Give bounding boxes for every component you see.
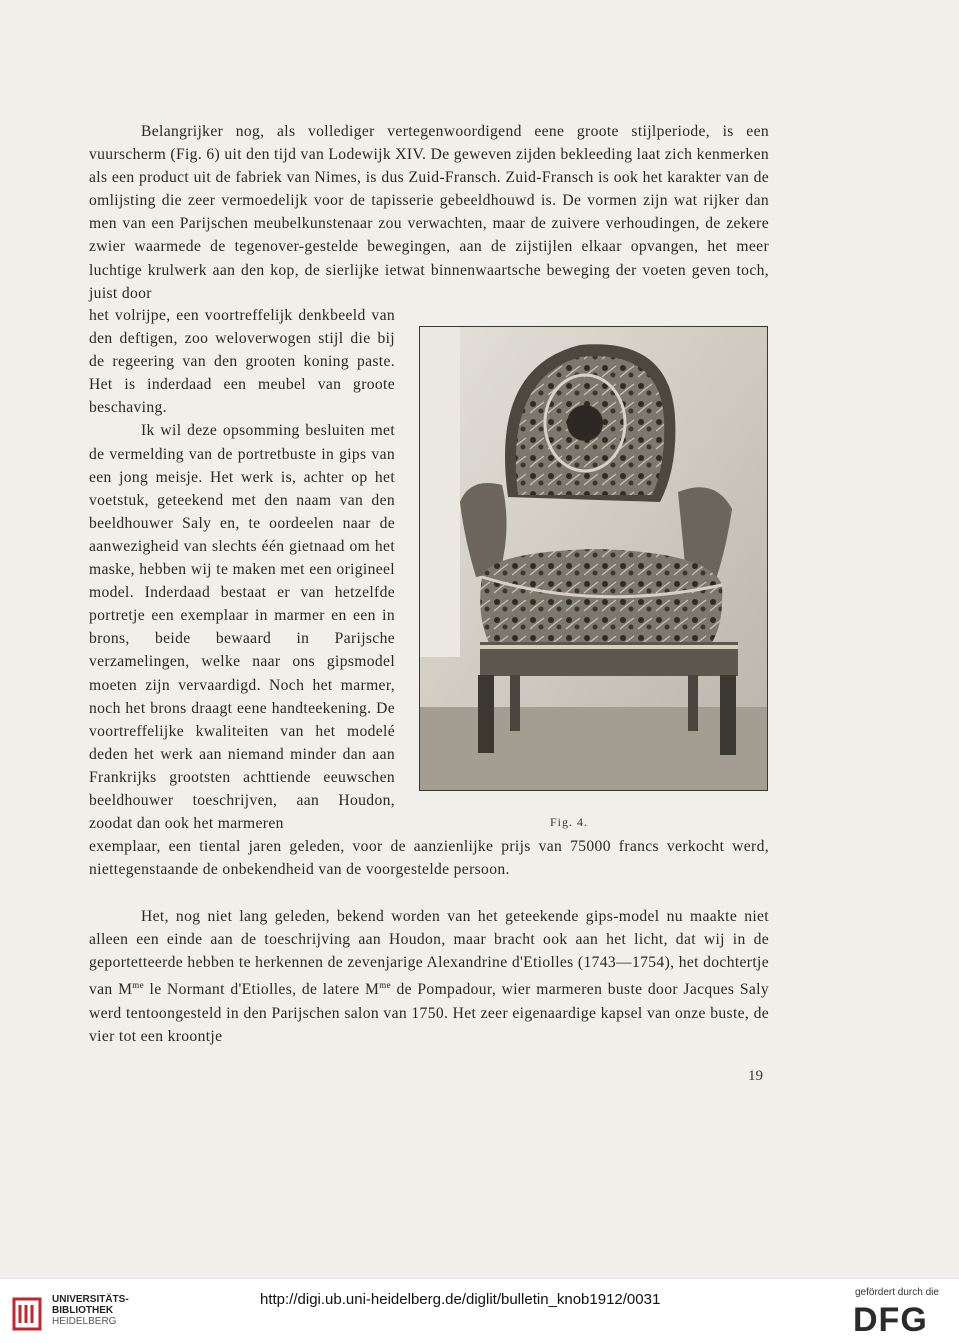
page-number: 19 — [748, 1068, 763, 1084]
figure-caption: Fig. 4. — [550, 815, 589, 829]
paragraph-text-narrow-b: Ik wil deze opsomming besluiten met de vermelding van de portretbuste in gips van een jong meisje. Het werk is, achter op het voetstuk, geteekend met den naam van den beeldhouwer Saly en, te oordeelen naar de aanwezigheid van slechts één gietnaad om het maske, hebben wij te maken met een origineel model. Inderdaad bestaat er van hetzelfde portretje een exemplaar in marmer en een in brons, beide bewaard in Parijsche verzamelingen, welke naar ons gipsmodel moeten zijn vervaardigd. Noch het marmer, noch het brons draagt eene handteekening. De voortreffelijke kwaliteiten van het modelé deden het werk aan niemand minder dan aan Frankrijks grootsten achttiende eeuwschen beeldhouwer toeschrijven, aan Houdon, zoodat dan ook het marmeren — [89, 422, 395, 833]
library-name-line: HEIDELBERG — [52, 1316, 117, 1327]
paragraph-text-wide: exemplaar, een tiental jaren geleden, voor de aanzienlijke prijs van 75000 francs verkocht werd, niettegenstaande de onbekendheid van de voorgestelde persoon. — [89, 838, 769, 879]
paragraph-text — [89, 905, 769, 1048]
armchair-illustration — [420, 327, 767, 790]
paragraph-text: Belangrijker nog, als vollediger vertegenwoordigend eene groote stijlperiode, is een vuurscherm (Fig. 6) uit den tijd van Lodewijk XIV. De geweven zijden bekleeding laat zich kenmerken als een product uit de fabriek van Nimes, is dus Zuid-Fransch. Zuid-Fransch is ook het karakter van de omlijsting die zeer vermoedelijk voor de tapisserie gebeeldhouwd is. De vormen zijn wat rijker dan men van een Parijschen meubelkunstenaar zou verwachten, maar de zuivere verhoudingen, de zekere zwier waarmede de tegenover-gestelde bewegingen, aan de zijstijlen elkaar opvangen, het meer luchtige krulwerk aan den kop, de sierlijke ietwat binnenwaartsche beweging der voeten geven toch, juist door — [89, 123, 769, 302]
paragraph-top — [89, 120, 769, 305]
paragraph-text-narrow-a: het volrijpe, een voortreffelijk denkbeeld van den deftigen, zoo weloverwogen stijl die bij de regeering van den grooten koning paste. Het is inderdaad een meubel van groote beschaving. — [89, 307, 395, 417]
library-name-line: BIBLIOTHEK — [52, 1305, 114, 1316]
superscript: me — [379, 980, 391, 991]
text-run: le Normant d'Etiolles, de latere M — [144, 981, 380, 999]
figure-photo-armchair — [419, 326, 768, 791]
viewer-footer — [0, 1278, 959, 1343]
superscript: me — [132, 980, 144, 991]
paragraph-bottom — [89, 905, 769, 1048]
text-run: Het, nog niet lang geleden, bekend worden van het geteekende gips-model nu maakte niet alleen een einde aan de toeschrijving aan Houdon, maar bracht ook aan het licht, dat wij in de geportetteerde hebben te herkennen de zevenjarige Alexandrine d'Etiolles (1743—1754), het dochtertje van M — [89, 908, 769, 999]
funding-label: gefördert durch die — [855, 1287, 939, 1298]
permalink-url[interactable]: http://digi.ub.uni-heidelberg.de/diglit/bulletin_knob1912/0031 — [260, 1291, 661, 1308]
library-name — [52, 1294, 129, 1327]
dfg-logo: DFG — [853, 1301, 928, 1339]
library-logo-icon — [10, 1295, 44, 1333]
text-run: de Pompadour, wier marmeren buste door Jacques Saly werd tentoongesteld in den Parijschen salon van 1750. Het zeer eigenaardige kapsel van onze buste, de vier tot een kroontje — [89, 981, 769, 1045]
library-name-line: UNIVERSITÄTS- — [52, 1294, 129, 1305]
